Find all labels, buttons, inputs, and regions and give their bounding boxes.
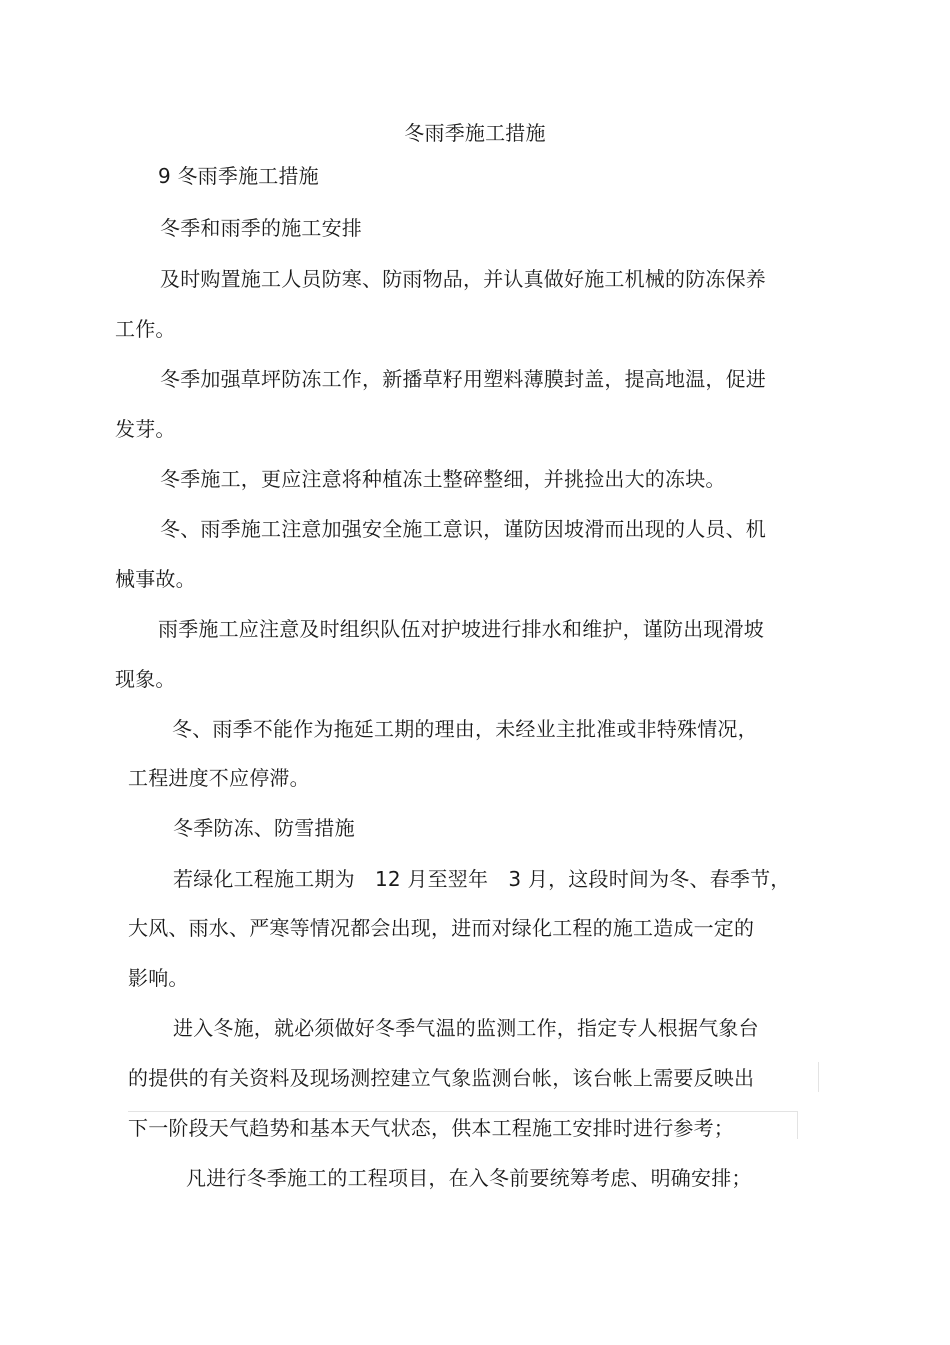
paragraph-line: 进入冬施，就必须做好冬季气温的监测工作，指定专人根据气象台 [173,1016,759,1040]
paragraph-line: 冬、雨季施工注意加强安全施工意识，谨防因坡滑而出现的人员、机 [160,517,766,541]
paragraph-line: 工程进度不应停滞。 [128,766,310,790]
paragraph-line: 冬季施工，更应注意将种植冻土整碎整细，并挑捡出大的冻块。 [160,467,726,491]
paragraph-line: 下一阶段天气趋势和基本天气状态，供本工程施工安排时进行参考； [128,1116,734,1140]
subsection-heading: 冬季和雨季的施工安排 [160,216,362,240]
paragraph-line: 的提供的有关资料及现场测控建立气象监测台帐，该台帐上需要反映出 [128,1066,755,1090]
paragraph-line: 工作。 [115,317,176,341]
paragraph-line: 发芽。 [115,417,176,441]
paragraph-line: 大风、雨水、严寒等情况都会出现，进而对绿化工程的施工造成一定的 [128,916,755,940]
subsection-heading: 冬季防冻、防雪措施 [173,816,355,840]
scan-artifact-line [128,1111,798,1112]
paragraph-line: 冬、雨季不能作为拖延工期的理由，未经业主批准或非特殊情况， [172,717,758,741]
scan-artifact-line [797,1111,798,1139]
scan-artifact-line [818,1062,819,1092]
paragraph-line: 若绿化工程施工期为 12 月至翌年 3 月，这段时间为冬、春季节， [173,867,791,891]
paragraph-line: 雨季施工应注意及时组织队伍对护坡进行排水和维护，谨防出现滑坡 [158,617,764,641]
paragraph-line: 及时购置施工人员防寒、防雨物品，并认真做好施工机械的防冻保养 [160,267,766,291]
paragraph-line: 影响。 [128,966,189,990]
paragraph-line: 凡进行冬季施工的工程项目，在入冬前要统筹考虑、明确安排； [186,1166,752,1190]
paragraph-line: 现象。 [115,667,176,691]
section-heading: 9 冬雨季施工措施 [158,164,319,188]
paragraph-line: 冬季加强草坪防冻工作，新播草籽用塑料薄膜封盖，提高地温，促进 [160,367,766,391]
document-title: 冬雨季施工措施 [404,121,546,145]
paragraph-line: 械事故。 [115,567,196,591]
